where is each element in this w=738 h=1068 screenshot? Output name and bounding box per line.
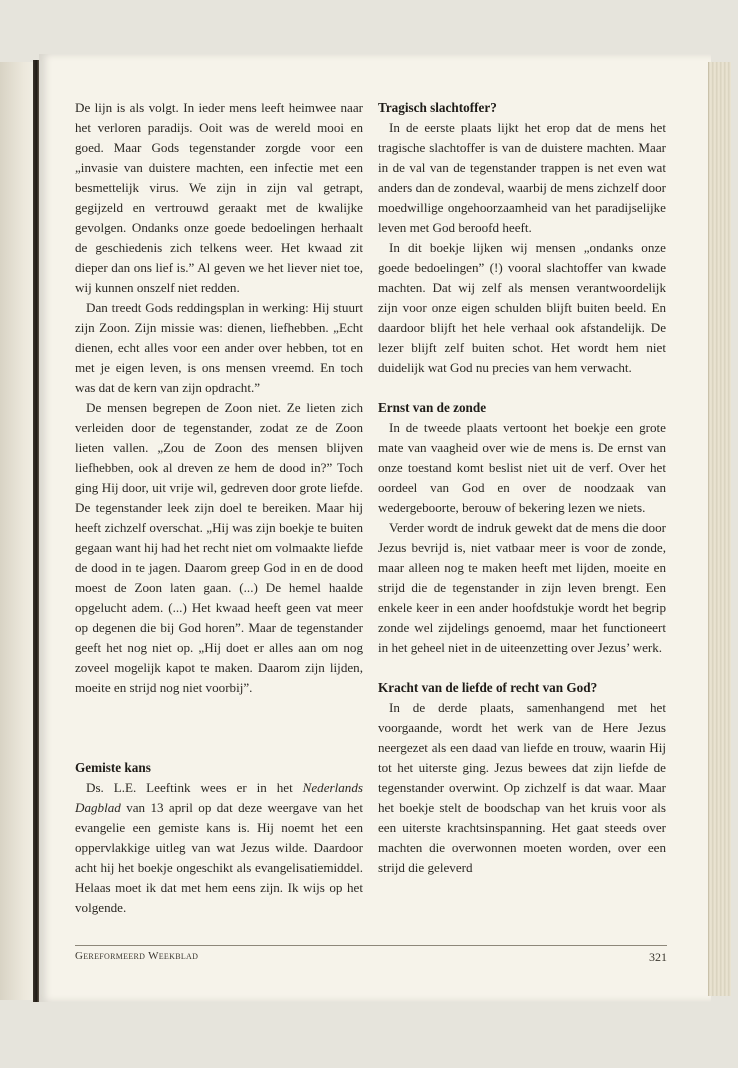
paragraph: In de derde plaats, samenhangend met het voorgaande, wordt het werk van de Here Jezus neergezet als een daad van liefde en trouw, waarin Hij tot het uiterste ging. Jezus bewees dat zijn liefde de tegenstander overwint. Op zichzelf is dat waar. Maar het boekje stelt de boodschap van het kruis voor als een uiterste krachtsinspanning. Het gaat steeds over machten die overwonnen moeten worden, over een strijd die geleverd xyxy=(378,700,666,875)
paragraph: In de tweede plaats vertoont het boekje een grote mate van vaagheid over wie de mens is. De ernst van onze toestand komt beslist niet uit de verf. Over het oordeel van God en over de noodzaak van wedergeboorte, berouw of bekering lezen we niets. xyxy=(378,420,666,515)
paragraph: De mensen begrepen de Zoon niet. Ze lieten zich verleiden door de tegenstander, zodat ze de Zoon lieten vallen. „Zou de Zoon des mensen blijven liefhebben, ook al dreven ze hem de dood in?” Toch ging Hij door, uit vrije wil, gedreven door grote liefde. De tegenstander leek zijn doel te bereiken. Maar hij heeft zichzelf overschat. „Hij was zijn boekje te buiten gegaan want hij had het recht niet om volmaakte liefde de dood in te jagen. Daarom greep God in en de dood moest de Zoon laten gaan. (...) De hemel haalde opgelucht adem. (...) Het kwaad heeft geen vat meer op degenen die bij God horen”. Maar de tegenstander geeft het nog niet op. „Hij doet er alles aan om nog zoveel mogelijk kapot te maken. Daarom zijn lijden, moeite en strijd nog niet voorbij”. xyxy=(75,400,363,695)
paragraph: In dit boekje lijken wij mensen „ondanks onze goede bedoelingen” (!) vooral slachtoffer van kwade machten. Dat wij zelf als mensen verantwoordelijk zijn voor onze eigen schulden blijft buiten beeld. En daardoor blijft het hele verhaal ook afstandelijk. De lezer blijft zelf buiten schot. Het wordt hem niet duidelijk wat God nu precies van hem verwacht. xyxy=(378,240,666,375)
paragraph: De lijn is als volgt. In ieder mens leeft heimwee naar het verloren paradijs. Ooit was de wereld mooi en goed. Maar Gods tegenstander zorgde voor een „invasie van duistere machten, een infectie met een besmettelijk virus. We zijn in zijn val getrapt, gegijzeld en vertrouwd geraakt met de kwalijke gevolgen. Ondanks onze goede bedoelingen herhaalt de geschiedenis zich telkens weer. Het kwaad zit dieper dan ons lief is.” Al geven we het liever niet toe, wij kunnen onszelf niet redden. xyxy=(75,100,363,295)
left-column xyxy=(75,98,363,918)
footer-divider xyxy=(75,945,667,946)
section-gap xyxy=(75,698,363,758)
section-heading-kracht-van-de-liefde: Kracht van de liefde of recht van God? xyxy=(378,680,598,695)
publication-title: Nederlands Dagblad xyxy=(75,780,363,815)
paragraph: In de eerste plaats lijkt het erop dat de mens het tragische slachtoffer is van de duistere machten. Maar in de val van de tegenstander trappen is net even wat anders dan de zondeval, waarbij de mens zichzelf door moedwillige ongehoorzaamheid van het paradijselijke leven met God beroofd heeft. xyxy=(378,120,666,235)
section-heading-ernst-van-de-zonde: Ernst van de zonde xyxy=(378,400,487,415)
section-heading-gemiste-kans: Gemiste kans xyxy=(75,760,151,775)
publication-name: Gereformeerd Weekblad xyxy=(75,950,199,962)
page-number: 321 xyxy=(649,950,667,964)
book-spine xyxy=(33,60,39,1002)
paragraph: Dan treedt Gods reddingsplan in werking: Hij stuurt zijn Zoon. Zijn missie was: dienen, liefhebben. „Echt dienen, echt alles voor een ander over hebben, tot en met je eigen leven, is ons mensen vreemd. En toch was dat de kern van zijn opdracht.” xyxy=(75,300,363,395)
section-gap xyxy=(378,658,666,678)
section-gap xyxy=(378,378,666,398)
paragraph xyxy=(75,778,363,918)
text-run: van 13 april op dat deze weergave van het evangelie een gemiste kans is. Hij noemt het een oppervlakkige uitleg van wat Jezus wilde. Daardoor acht hij het boekje ongeschikt als evangelisatiemiddel. Helaas moet ik dat met hem eens zijn. Ik wijs op het volgende. xyxy=(75,800,363,915)
page-stack-edge xyxy=(708,62,731,996)
right-column xyxy=(378,98,666,878)
paragraph: Verder wordt de indruk gewekt dat de mens die door Jezus bevrijd is, niet vatbaar meer is voor de zonde, maar alleen nog te maken heeft met lijden, moeite en strijd die de tegenstander in zijn leven brengt. Een enkele keer in een ander hoofdstukje wordt het begrip zonde wel zijdelings genoemd, maar het functioneert in het geheel niet in de uiteenzetting over Jezus’ werk. xyxy=(378,520,666,655)
section-heading-tragisch-slachtoffer: Tragisch slachtoffer? xyxy=(378,100,497,115)
text-run: Ds. L.E. Leeftink wees er in het xyxy=(86,780,303,795)
